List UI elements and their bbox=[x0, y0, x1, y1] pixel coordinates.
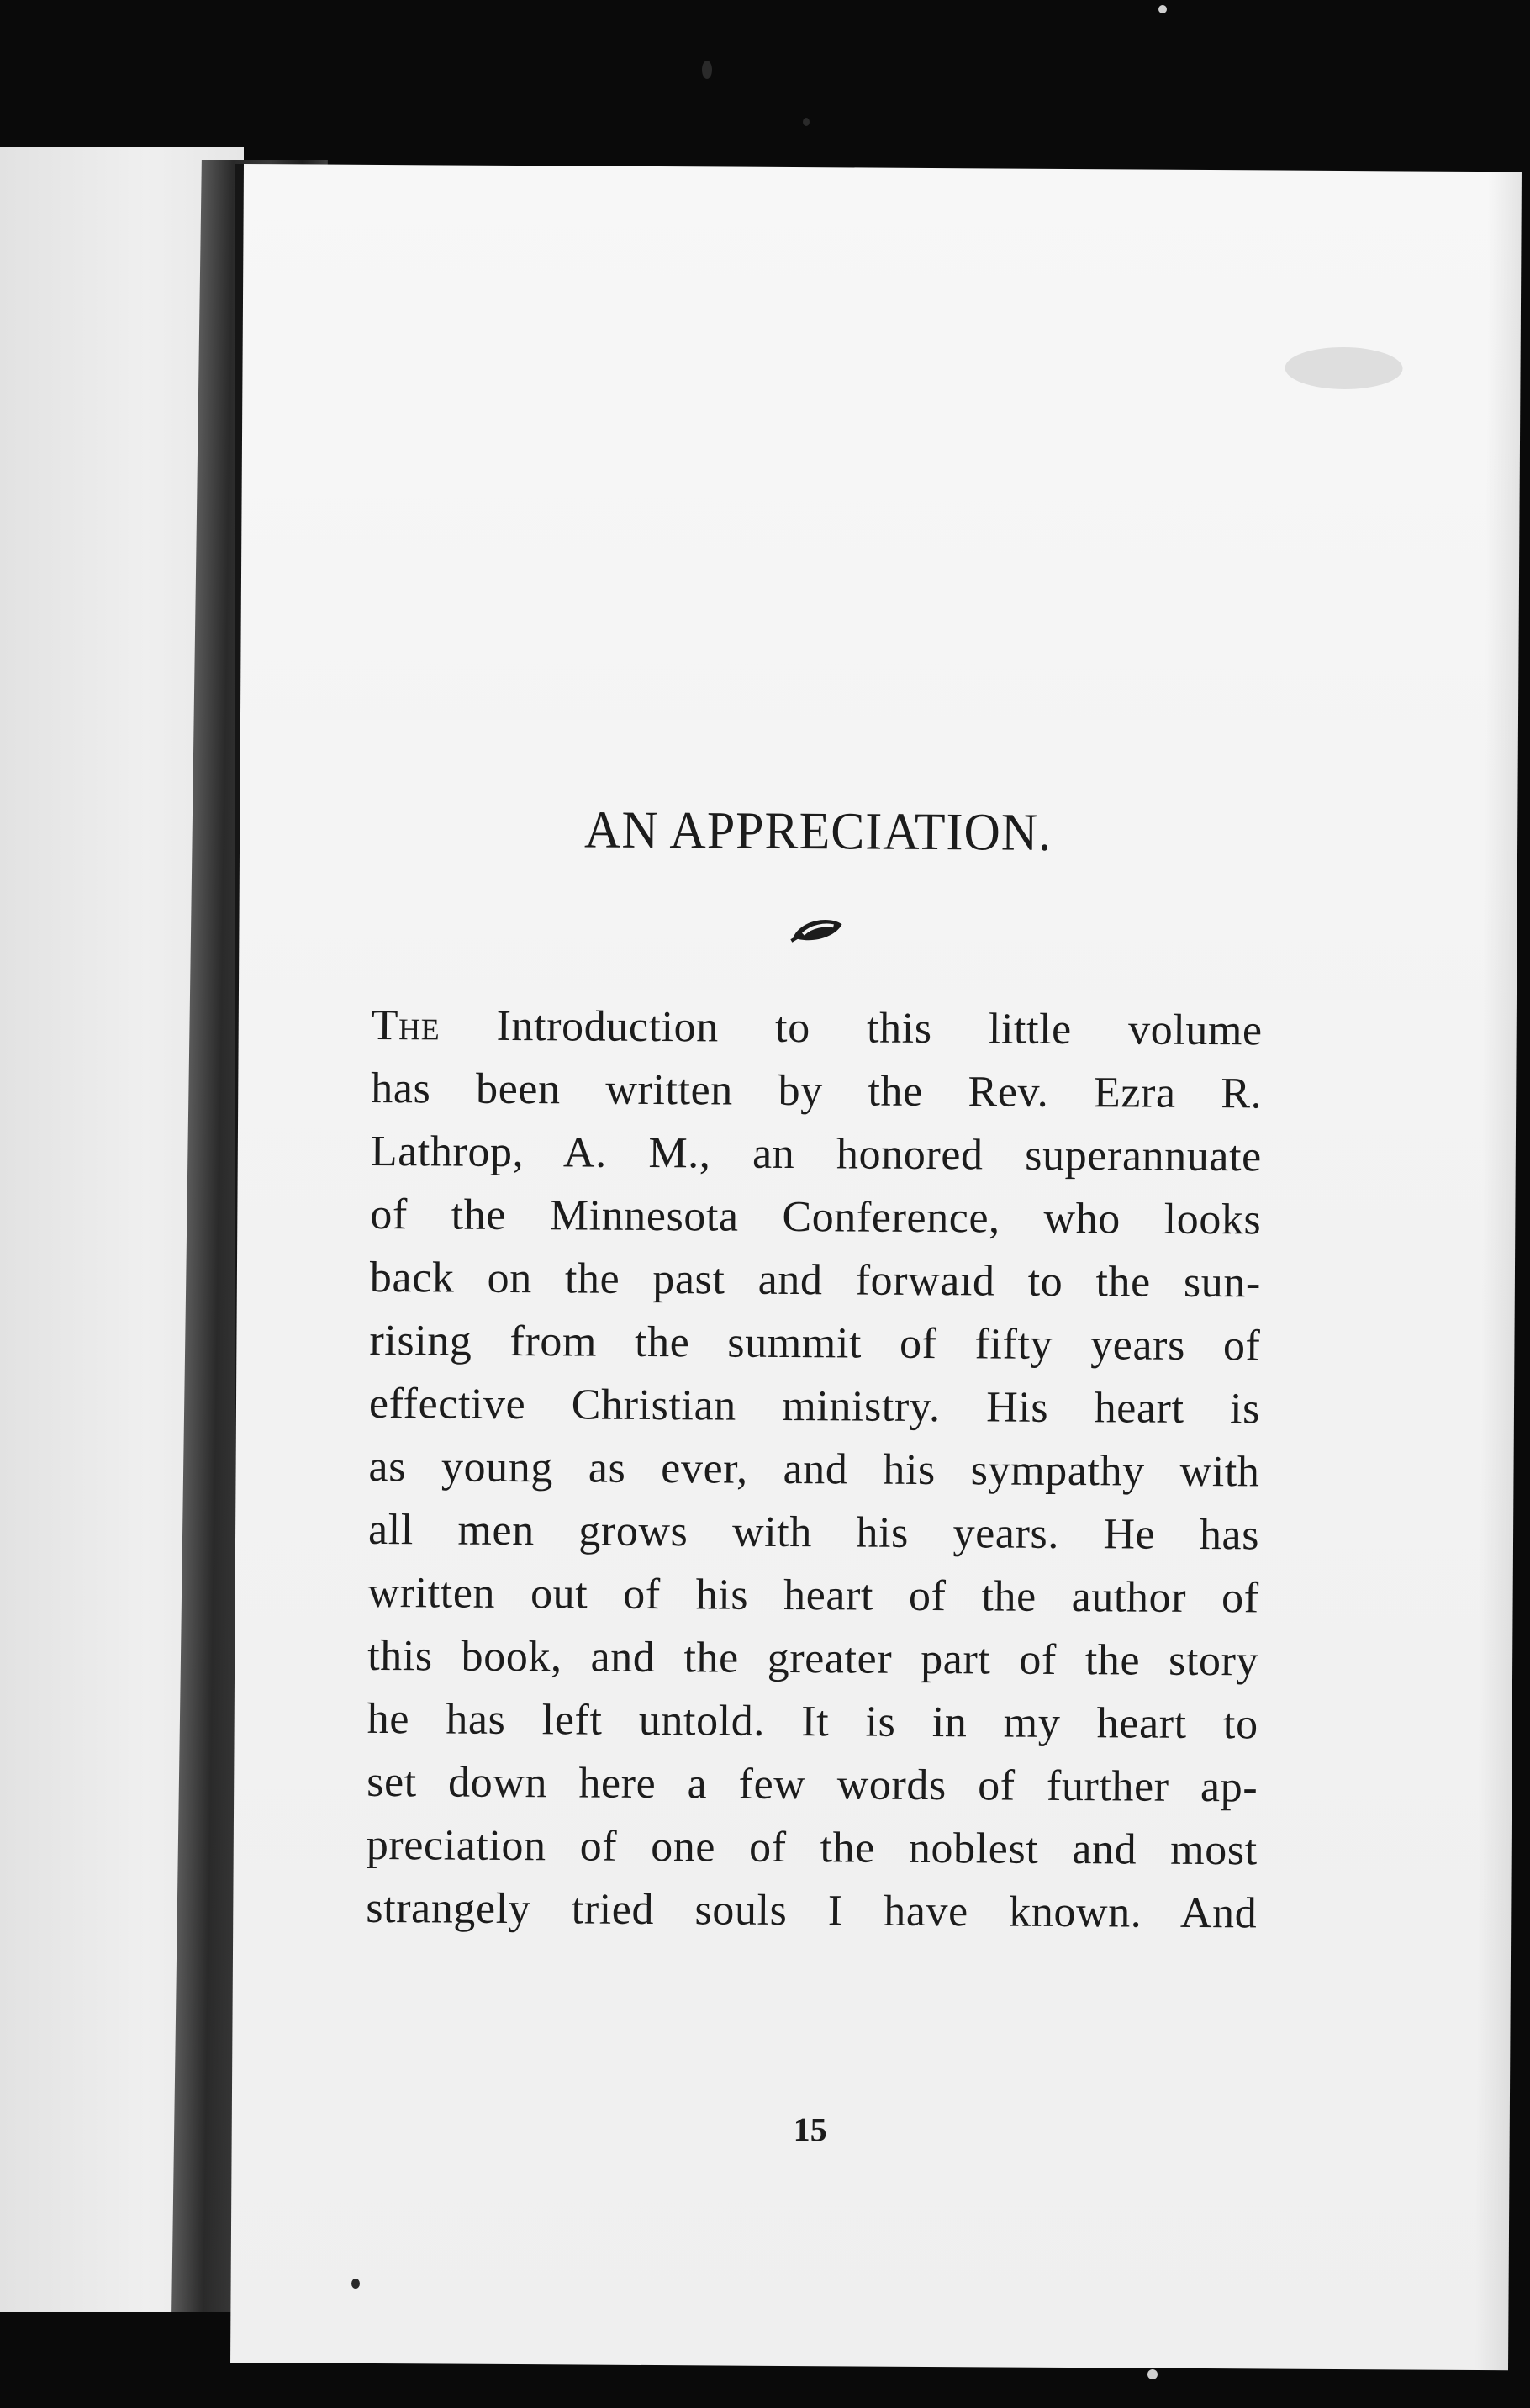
dust-speck bbox=[1158, 5, 1167, 13]
text-line: of the Minnesota Conference, who looks bbox=[370, 1190, 1262, 1244]
text-line: preciation of one of the noblest and most bbox=[366, 1820, 1258, 1875]
drop-word: The bbox=[371, 1001, 441, 1050]
text-line: all men grows with his years. He has bbox=[367, 1505, 1260, 1560]
dust-speck bbox=[351, 2279, 360, 2289]
text-line: written out of his heart of the author of bbox=[367, 1568, 1259, 1623]
text-line: he has left untold. It is in my heart to bbox=[367, 1694, 1258, 1749]
page-number: 15 bbox=[793, 2110, 827, 2149]
dust-speck bbox=[1148, 2369, 1158, 2379]
dust-speck bbox=[803, 118, 810, 126]
body-paragraph bbox=[366, 994, 1263, 1945]
page-edge-shadow bbox=[1475, 172, 1522, 2370]
text-line: strangely tried souls I have known. And bbox=[366, 1883, 1258, 1938]
text-line: this book, and the greater part of the story bbox=[367, 1631, 1259, 1686]
text-line: Lathrop, A. M., an honored superannuate bbox=[370, 1127, 1262, 1181]
text-line: set down here a few words of further ap- bbox=[367, 1757, 1258, 1812]
paper-blemish bbox=[1285, 347, 1402, 390]
right-page bbox=[230, 164, 1522, 2370]
text-line bbox=[372, 994, 1263, 1062]
dust-speck bbox=[702, 61, 712, 79]
text-line: back on the past and forwaıd to the sun- bbox=[369, 1253, 1262, 1307]
text-line: rising from the summit of fifty years of bbox=[369, 1316, 1261, 1370]
line-text: Introduction to this little volume bbox=[440, 1001, 1263, 1055]
leaf-ornament-icon bbox=[788, 912, 847, 946]
text-line: has been written by the Rev. Ezra R. bbox=[371, 1064, 1263, 1118]
chapter-title: AN APPRECIATION. bbox=[583, 800, 1053, 862]
text-line: effective Christian ministry. His heart is bbox=[368, 1379, 1261, 1434]
text-block bbox=[366, 800, 1264, 2149]
text-line: as young as ever, and his sympathy with bbox=[368, 1442, 1260, 1497]
